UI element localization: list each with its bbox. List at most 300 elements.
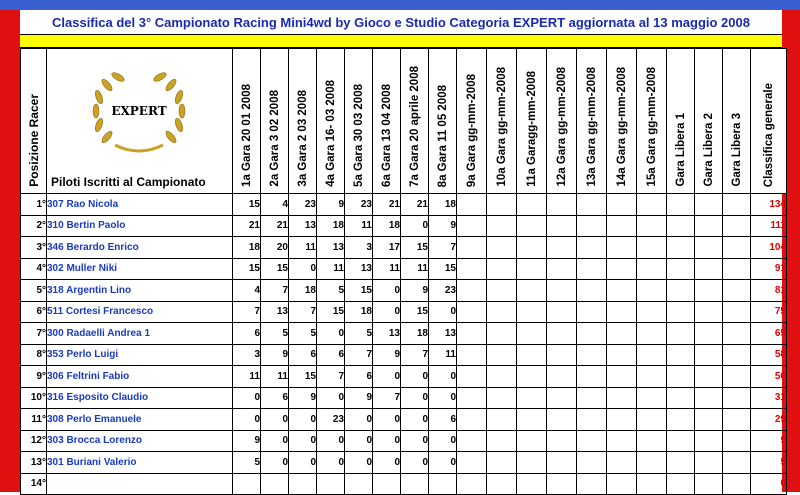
total-cell: 65: [751, 323, 787, 345]
score-cell: [517, 409, 547, 431]
score-cell: 15: [317, 301, 345, 323]
score-cell: [457, 215, 487, 237]
score-cell: [667, 194, 695, 216]
total-cell: 75: [751, 301, 787, 323]
score-cell: 4: [233, 280, 261, 302]
table-row: [21, 301, 787, 323]
score-cell: 0: [261, 430, 289, 452]
score-cell: [723, 215, 751, 237]
score-cell: [345, 473, 373, 495]
score-cell: 7: [429, 237, 457, 259]
table-row: [21, 387, 787, 409]
pilot-name-cell: 318 Argentin Lino: [47, 280, 233, 302]
score-cell: 0: [429, 387, 457, 409]
score-cell: [457, 430, 487, 452]
score-cell: [487, 366, 517, 388]
position-cell: 1°: [21, 194, 47, 216]
score-cell: 4: [261, 194, 289, 216]
race-header-1: 1a Gara 20 01 2008: [233, 49, 261, 194]
score-cell: 7: [233, 301, 261, 323]
total-cell: 31: [751, 387, 787, 409]
score-cell: [577, 344, 607, 366]
score-cell: [695, 344, 723, 366]
score-cell: [457, 366, 487, 388]
total-cell: 29: [751, 409, 787, 431]
score-cell: [547, 237, 577, 259]
score-cell: [517, 452, 547, 474]
score-cell: [695, 194, 723, 216]
score-cell: [723, 366, 751, 388]
position-cell: 3°: [21, 237, 47, 259]
race-header-6: 6a Gara 13 04 2008: [373, 49, 401, 194]
score-cell: 15: [233, 194, 261, 216]
position-cell: 2°: [21, 215, 47, 237]
score-cell: [577, 323, 607, 345]
score-cell: 0: [429, 430, 457, 452]
score-cell: [637, 215, 667, 237]
score-cell: [577, 301, 607, 323]
score-cell: 11: [373, 258, 401, 280]
score-cell: [487, 301, 517, 323]
race-header-9: 9a Gara gg-mm-2008: [457, 49, 487, 194]
score-cell: [457, 194, 487, 216]
position-cell: 7°: [21, 323, 47, 345]
score-cell: [457, 473, 487, 495]
score-cell: [233, 473, 261, 495]
score-cell: 15: [401, 301, 429, 323]
score-cell: 23: [429, 280, 457, 302]
score-cell: [695, 258, 723, 280]
table-row: [21, 323, 787, 345]
pilots-header: [47, 49, 233, 194]
standings-table: [20, 48, 787, 495]
score-cell: [723, 258, 751, 280]
score-cell: 0: [317, 323, 345, 345]
score-cell: 21: [261, 215, 289, 237]
pilot-name-cell: 346 Berardo Enrico: [47, 237, 233, 259]
score-cell: 9: [429, 215, 457, 237]
score-cell: [637, 258, 667, 280]
score-cell: 7: [373, 387, 401, 409]
position-cell: 12°: [21, 430, 47, 452]
score-cell: [517, 237, 547, 259]
score-cell: [723, 323, 751, 345]
score-cell: [723, 452, 751, 474]
position-cell: 14°: [21, 473, 47, 495]
pilot-name-cell: 302 Muller Niki: [47, 258, 233, 280]
score-cell: 0: [373, 301, 401, 323]
score-cell: 6: [345, 366, 373, 388]
total-cell: 58: [751, 344, 787, 366]
score-cell: [637, 237, 667, 259]
score-cell: [723, 280, 751, 302]
score-cell: [487, 430, 517, 452]
score-cell: [429, 473, 457, 495]
header-row: [21, 49, 787, 194]
score-cell: 11: [289, 237, 317, 259]
score-cell: 9: [233, 430, 261, 452]
score-cell: [487, 323, 517, 345]
score-cell: 13: [345, 258, 373, 280]
score-cell: [607, 473, 637, 495]
score-cell: 0: [289, 409, 317, 431]
score-cell: [667, 473, 695, 495]
total-cell: 5: [751, 452, 787, 474]
score-cell: [577, 387, 607, 409]
score-cell: 5: [317, 280, 345, 302]
score-cell: [637, 323, 667, 345]
race-header-8: 8a Gara 11 05 2008: [429, 49, 457, 194]
score-cell: [547, 215, 577, 237]
score-cell: 7: [345, 344, 373, 366]
score-cell: [607, 344, 637, 366]
score-cell: 5: [233, 452, 261, 474]
pilot-name-cell: 511 Cortesi Francesco: [47, 301, 233, 323]
position-cell: 13°: [21, 452, 47, 474]
score-cell: 15: [261, 258, 289, 280]
score-cell: 0: [233, 409, 261, 431]
table-row: [21, 344, 787, 366]
score-cell: [517, 323, 547, 345]
score-cell: [457, 237, 487, 259]
score-cell: 18: [401, 323, 429, 345]
score-cell: 23: [317, 409, 345, 431]
total-cell: 111: [751, 215, 787, 237]
standings-body: [21, 194, 787, 495]
score-cell: [401, 473, 429, 495]
score-cell: [517, 473, 547, 495]
score-cell: 0: [317, 452, 345, 474]
score-cell: [637, 452, 667, 474]
score-cell: [547, 323, 577, 345]
score-cell: [723, 194, 751, 216]
score-cell: 9: [373, 344, 401, 366]
score-cell: 11: [261, 366, 289, 388]
pilot-name-cell: 306 Feltrini Fabio: [47, 366, 233, 388]
score-cell: [547, 430, 577, 452]
race-header-12: 12a Gara gg-mm-2008: [547, 49, 577, 194]
score-cell: 0: [345, 452, 373, 474]
score-cell: 13: [289, 215, 317, 237]
pilots-header-label: Piloti Iscritti al Campionato: [51, 175, 206, 189]
score-cell: [317, 473, 345, 495]
score-cell: [487, 258, 517, 280]
score-cell: [637, 301, 667, 323]
score-cell: [457, 258, 487, 280]
score-cell: [547, 366, 577, 388]
score-cell: 3: [233, 344, 261, 366]
total-cell: 50: [751, 366, 787, 388]
score-cell: 18: [289, 280, 317, 302]
score-cell: [667, 237, 695, 259]
position-cell: 5°: [21, 280, 47, 302]
score-cell: [457, 452, 487, 474]
score-cell: 15: [345, 280, 373, 302]
score-cell: [577, 237, 607, 259]
score-cell: [667, 452, 695, 474]
score-cell: 18: [345, 301, 373, 323]
position-cell: 8°: [21, 344, 47, 366]
score-cell: 6: [289, 344, 317, 366]
score-cell: 5: [289, 323, 317, 345]
total-header: Classifica generale: [751, 49, 787, 194]
left-red-bar: [0, 10, 20, 492]
score-cell: [667, 430, 695, 452]
score-cell: [667, 344, 695, 366]
score-cell: [517, 430, 547, 452]
score-cell: [637, 194, 667, 216]
race-header-15: 15a Gara gg-mm-2008: [637, 49, 667, 194]
score-cell: 6: [233, 323, 261, 345]
score-cell: [607, 430, 637, 452]
position-cell: 6°: [21, 301, 47, 323]
score-cell: 0: [289, 452, 317, 474]
score-cell: [487, 215, 517, 237]
score-cell: [457, 387, 487, 409]
score-cell: [723, 473, 751, 495]
score-cell: 15: [401, 237, 429, 259]
score-cell: [695, 387, 723, 409]
score-cell: [261, 473, 289, 495]
race-header-4: 4a Gara 16- 03 2008: [317, 49, 345, 194]
score-cell: 9: [345, 387, 373, 409]
score-cell: [607, 366, 637, 388]
score-cell: [667, 258, 695, 280]
race-header-3: 3a Gara 2 03 2008: [289, 49, 317, 194]
score-cell: [607, 237, 637, 259]
score-cell: [695, 301, 723, 323]
score-cell: 0: [261, 452, 289, 474]
score-cell: 18: [373, 215, 401, 237]
score-cell: [487, 452, 517, 474]
score-cell: [607, 409, 637, 431]
score-cell: 0: [401, 387, 429, 409]
score-cell: [695, 237, 723, 259]
score-cell: 11: [429, 344, 457, 366]
score-cell: [577, 473, 607, 495]
score-cell: 5: [261, 323, 289, 345]
score-cell: [723, 344, 751, 366]
score-cell: [695, 452, 723, 474]
score-cell: 0: [401, 409, 429, 431]
score-cell: [577, 194, 607, 216]
pilot-name-cell: 300 Radaelli Andrea 1: [47, 323, 233, 345]
position-cell: 9°: [21, 366, 47, 388]
score-cell: 0: [261, 409, 289, 431]
score-cell: [577, 280, 607, 302]
pilot-name-cell: 310 Bertin Paolo: [47, 215, 233, 237]
score-cell: [607, 215, 637, 237]
score-cell: [667, 323, 695, 345]
score-cell: [607, 387, 637, 409]
table-row: [21, 473, 787, 495]
score-cell: 11: [317, 258, 345, 280]
score-cell: [695, 280, 723, 302]
score-cell: 11: [345, 215, 373, 237]
score-cell: 0: [233, 387, 261, 409]
race-header-5: 5a Gara 30 03 2008: [345, 49, 373, 194]
score-cell: [723, 301, 751, 323]
score-cell: [695, 366, 723, 388]
score-cell: 20: [261, 237, 289, 259]
total-cell: 104: [751, 237, 787, 259]
pilot-name-cell: 353 Perlo Luigi: [47, 344, 233, 366]
score-cell: [517, 258, 547, 280]
score-cell: [487, 387, 517, 409]
score-cell: [487, 344, 517, 366]
score-cell: 7: [289, 301, 317, 323]
score-cell: 9: [289, 387, 317, 409]
score-cell: [607, 323, 637, 345]
position-cell: 10°: [21, 387, 47, 409]
pilot-name-cell: 301 Buriani Valerio: [47, 452, 233, 474]
score-cell: 18: [317, 215, 345, 237]
score-cell: 0: [373, 409, 401, 431]
score-cell: [457, 409, 487, 431]
score-cell: [667, 280, 695, 302]
page-title: Classifica del 3° Campionato Racing Mini4wd by Gioco e Studio Categoria EXPERT aggiornata al 13 maggio 2008: [52, 14, 750, 30]
score-cell: [547, 409, 577, 431]
score-cell: [607, 452, 637, 474]
score-cell: [457, 344, 487, 366]
score-cell: 23: [345, 194, 373, 216]
score-cell: [637, 344, 667, 366]
score-cell: 0: [317, 387, 345, 409]
pilot-name-cell: 308 Perlo Emanuele: [47, 409, 233, 431]
race-header-13: 13a Gara gg-mm-2008: [577, 49, 607, 194]
score-cell: [457, 323, 487, 345]
yellow-divider: [20, 35, 782, 48]
score-cell: [487, 194, 517, 216]
race-header-16: Gara Libera 1: [667, 49, 695, 194]
total-cell: 9: [751, 430, 787, 452]
pilot-name-cell: [47, 473, 233, 495]
score-cell: 13: [373, 323, 401, 345]
score-cell: [667, 366, 695, 388]
score-cell: 18: [429, 194, 457, 216]
table-row: [21, 366, 787, 388]
score-cell: [457, 280, 487, 302]
top-blue-bar: [0, 0, 800, 10]
score-cell: [607, 280, 637, 302]
score-cell: [517, 215, 547, 237]
title-bar: [20, 10, 782, 35]
score-cell: [723, 430, 751, 452]
score-cell: [637, 366, 667, 388]
score-cell: [723, 409, 751, 431]
score-cell: [547, 473, 577, 495]
score-cell: [667, 301, 695, 323]
score-cell: [637, 409, 667, 431]
score-cell: 11: [233, 366, 261, 388]
score-cell: [577, 409, 607, 431]
score-cell: 13: [317, 237, 345, 259]
score-cell: [487, 237, 517, 259]
score-cell: [667, 387, 695, 409]
race-header-11: 11a Garagg-mm-2008: [517, 49, 547, 194]
race-header-10: 10a Gara gg-mm-2008: [487, 49, 517, 194]
score-cell: 6: [429, 409, 457, 431]
score-cell: 0: [401, 366, 429, 388]
score-cell: [517, 301, 547, 323]
score-cell: 15: [233, 258, 261, 280]
score-cell: [547, 194, 577, 216]
score-cell: [517, 194, 547, 216]
score-cell: [607, 301, 637, 323]
position-header: Posizione Racer: [21, 49, 47, 194]
score-cell: 5: [345, 323, 373, 345]
score-cell: [667, 215, 695, 237]
score-cell: 21: [373, 194, 401, 216]
score-cell: 7: [317, 366, 345, 388]
score-cell: 0: [373, 280, 401, 302]
score-cell: [517, 280, 547, 302]
table-row: [21, 409, 787, 431]
score-cell: [289, 473, 317, 495]
score-cell: [547, 258, 577, 280]
score-cell: [517, 387, 547, 409]
score-cell: 17: [373, 237, 401, 259]
score-cell: [547, 280, 577, 302]
score-cell: 0: [401, 430, 429, 452]
svg-text:EXPERT: EXPERT: [111, 104, 167, 118]
score-cell: [577, 430, 607, 452]
score-cell: 11: [401, 258, 429, 280]
score-cell: [637, 280, 667, 302]
total-cell: 0: [751, 473, 787, 495]
score-cell: 21: [233, 215, 261, 237]
score-cell: 0: [373, 366, 401, 388]
score-cell: [607, 194, 637, 216]
score-cell: [547, 344, 577, 366]
score-cell: 0: [289, 430, 317, 452]
score-cell: [695, 409, 723, 431]
score-cell: [577, 452, 607, 474]
score-cell: 9: [261, 344, 289, 366]
score-cell: [695, 215, 723, 237]
score-cell: [695, 473, 723, 495]
pilot-name-cell: 307 Rao Nicola: [47, 194, 233, 216]
score-cell: 3: [345, 237, 373, 259]
score-cell: [547, 452, 577, 474]
score-cell: 0: [429, 452, 457, 474]
score-cell: 7: [261, 280, 289, 302]
score-cell: [487, 473, 517, 495]
score-cell: [695, 323, 723, 345]
total-cell: 81: [751, 280, 787, 302]
race-header-2: 2a Gara 3 02 2008: [261, 49, 289, 194]
race-header-17: Gara Libera 2: [695, 49, 723, 194]
score-cell: [667, 409, 695, 431]
score-cell: 15: [289, 366, 317, 388]
table-row: [21, 215, 787, 237]
pilot-name-cell: 303 Brocca Lorenzo: [47, 430, 233, 452]
score-cell: 21: [401, 194, 429, 216]
race-header-7: 7a Gara 20 aprile 2008: [401, 49, 429, 194]
score-cell: 0: [401, 452, 429, 474]
score-cell: [487, 409, 517, 431]
table-row: [21, 258, 787, 280]
score-cell: 13: [261, 301, 289, 323]
score-cell: 9: [401, 280, 429, 302]
score-cell: [517, 344, 547, 366]
score-cell: 0: [429, 366, 457, 388]
score-cell: 13: [429, 323, 457, 345]
table-row: [21, 237, 787, 259]
score-cell: 6: [317, 344, 345, 366]
score-cell: [517, 366, 547, 388]
score-cell: [577, 366, 607, 388]
